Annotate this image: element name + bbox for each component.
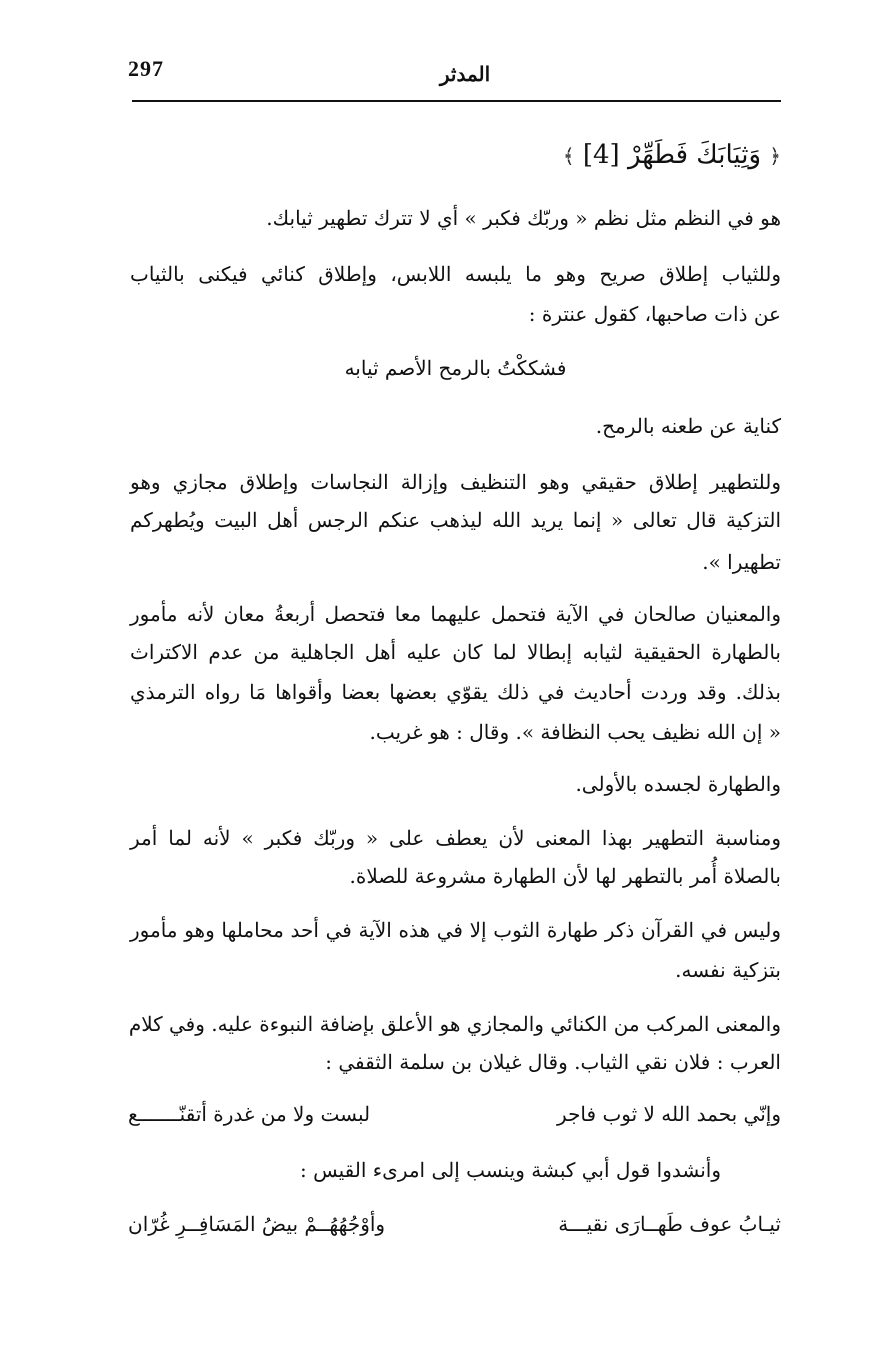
ornament-open-bracket-icon: ﴿ (769, 144, 781, 168)
paragraph-line: وللثياب إطلاق صريح وهو ما يلبسه اللابس، وإطلاق كنائي فيكنى بالثياب (130, 262, 781, 286)
poem-second-hemistich: لبست ولا من غدرة أتقنّـــــــع (128, 1102, 371, 1126)
paragraph-line: عن ذات صاحبها، كقول عنترة : (528, 302, 781, 326)
paragraph-line: كناية عن طعنه بالرمح. (595, 414, 781, 438)
paragraph-line: وأنشدوا قول أبي كبشة وينسب إلى امرىء القيس : (300, 1158, 721, 1182)
running-title: المدثر (439, 62, 491, 86)
quran-verse (300, 132, 781, 179)
paragraph-line: التزكية قال تعالى « إنما يريد الله ليذهب عنكم الرجس أهل البيت ويُطهركم (130, 508, 781, 532)
paragraph-line: وللتطهير إطلاق حقيقي وهو التنظيف وإزالة النجاسات وإطلاق مجازي وهو (130, 470, 781, 494)
paragraph-line: والمعنى المركب من الكنائي والمجازي هو الأعلق بإضافة النبوءة عليه. وفي كلام (128, 1012, 781, 1036)
paragraph-line: والطهارة لجسده بالأولى. (575, 772, 781, 796)
paragraph-line: بالطهارة الحقيقية لثيابه إبطالا لما كان عليه أهل الجاهلية من عدم الاكتراث (130, 640, 781, 664)
paragraph-line: بالصلاة أُمر بالتطهر لها لأن الطهارة مشروعة للصلاة. (349, 864, 781, 888)
page-number: 297 (128, 56, 164, 81)
verse-text: وَثِيَابَكَ فَطَهِّرْ [4] (582, 140, 762, 170)
paragraph-line: ومناسبة التطهير بهذا المعنى لأن يعطف على « وربّك فكبر » لأنه لما أمر (130, 826, 781, 850)
paragraph-line: تطهيرا ». (702, 550, 781, 574)
paragraph-line: بذلك. وقد وردت أحاديث في ذلك يقوّي بعضها بعضا وأقواها مَا رواه الترمذي (130, 680, 781, 704)
paragraph-line: وليس في القرآن ذكر طهارة الثوب إلا في هذه الآية في أحد محاملها وهو مأمور (130, 918, 781, 942)
poem-first-hemistich: ثيـابُ عوف طَهــارَى نقيـــة (558, 1212, 781, 1236)
paragraph-line: والمعنيان صالحان في الآية فتحمل عليهما معا فتحصل أربعةُ معان لأنه مأمور (130, 602, 781, 626)
poem-second-hemistich: وأوْجُهُهُــمْ بيضُ المَسَافِــرِ غُرّان (128, 1212, 386, 1236)
poem-first-hemistich: وإنّي بحمد الله لا ثوب فاجر (557, 1102, 781, 1126)
poem-verse: فشككْتُ بالرمح الأصم ثيابه (344, 356, 567, 380)
paragraph-line: بتزكية نفسه. (675, 958, 781, 982)
header-divider (132, 100, 781, 102)
paragraph-line: هو في النظم مثل نظم « وربّك فكبر » أي لا تترك تطهير ثيابك. (266, 206, 781, 230)
paragraph-line: العرب : فلان نقي الثياب. وقال غيلان بن سلمة الثقفي : (325, 1050, 781, 1074)
paragraph-line: « إن الله نظيف يحب النظافة ». وقال : هو غريب. (369, 720, 781, 744)
ornament-close-bracket-icon: ﴾ (562, 144, 575, 168)
